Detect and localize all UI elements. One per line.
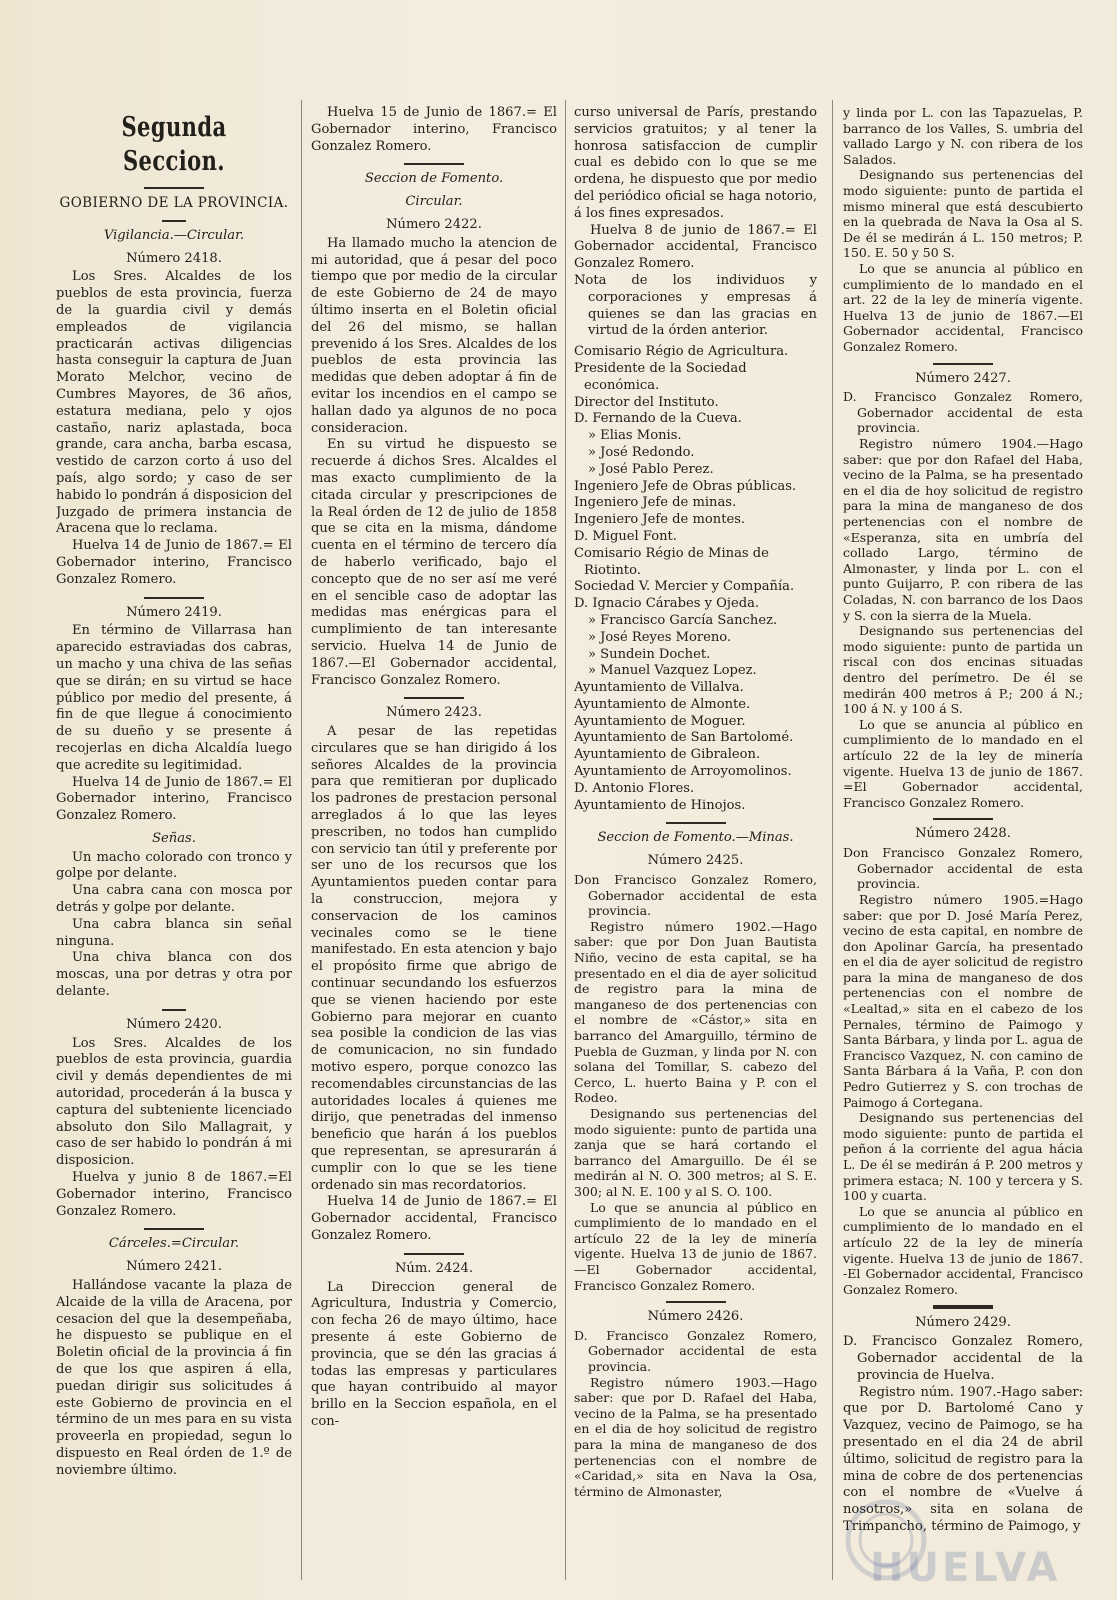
separator	[933, 363, 993, 365]
list-item: » Francisco García Sanchez.	[588, 612, 778, 628]
item-body: Lo que se anuncia al público en cumplimiento de lo mandado en el artículo 22 de la ley de minería vigente. Huelva 13 de junio de 1867. —El Gobernador accidental, Francisco Gonzalez Romero.	[574, 1199, 817, 1293]
archive-watermark-text: HUELVA	[870, 1545, 1061, 1591]
list-item: D. Fernando de la Cueva.	[574, 411, 742, 427]
list-item: » José Pablo Perez.	[588, 461, 714, 477]
item-head: Don Francisco Gonzalez Romero, Gobernador accidental de esta provincia.	[574, 872, 817, 919]
item-signature: Huelva 14 de Junio de 1867.= El Gobernador accidental, Francisco Gonzalez Romero.	[311, 1194, 557, 1243]
item-body: Designando sus pertenencias del modo siguiente: punto de partida una zanja que se hará cortando el barranco del Amarguillo. De él se medirán al N. O. 300 metros; al S. E. 300; al N. E. 100 y al S. O. 100.	[574, 1105, 817, 1199]
list-item: Ingeniero Jefe de montes.	[574, 512, 746, 528]
column-3	[574, 105, 817, 1590]
column-rule	[301, 100, 302, 1580]
list-item: » Elias Monis.	[588, 428, 682, 444]
separator	[404, 697, 464, 699]
item-body: Los Sres. Alcaldes de los pueblos de esta provincia, guardia civil y demás dependientes de mi autoridad, procederán á la busca y captura del subteniente licenciado absoluto don Silo Mallagrait, y caso de ser habido lo pondrán á mi disposicion.	[56, 1035, 292, 1169]
item-body: curso universal de París, prestando servicios gratuitos; y al tener la honrosa satisfaccion de cumplir cual es debido con lo que se me ordena, he dispuesto que por medio del periódico oficial se haga notorio, á los fines expresados.	[574, 105, 817, 221]
item-body: Lo que se anuncia al público en cumplimiento de lo mandado en el art. 22 de la ley de minería vigente. Huelva 13 de junio de 1867.—El Gobernador accidental, Francisco Gonzalez Romero.	[843, 260, 1083, 354]
separator	[144, 187, 204, 189]
item-number: Número 2425.	[647, 853, 744, 869]
list-item: Ayuntamiento de San Bartolomé.	[574, 730, 794, 746]
list-item: Sociedad V. Mercier y Compañía.	[574, 579, 795, 595]
sena-item: Un macho colorado con tronco y golpe por delante.	[56, 849, 292, 882]
gobierno-heading: GOBIERNO DE LA PROVINCIA.	[59, 195, 289, 211]
separator	[933, 818, 993, 820]
item-body: Hallándose vacante la plaza de Alcaide de la villa de Aracena, por cesacion del que la desempeñaba, he dispuesto se publique en el Boletin oficial de la provincia á fin de que los que aspiren á ella, puedan dirigir sus solicitudes á este Gobierno de provincia en el término de un mes para en su vista proveerla en propiedad, segun lo dispuesto en Real órden de 1.º de noviembre último.	[56, 1278, 292, 1478]
column-2	[311, 105, 557, 1590]
item-body: Registro número 1903.—Hago saber: que por D. Rafael del Haba, vecino de la Palma, se ha presentado en el dia de hoy solicitud de registro para la mina de manganeso de dos pertenencias con el nombre de «Caridad,» sita en Nava la Osa, término de Almonaster,	[574, 1374, 817, 1499]
fomento-heading: Seccion de Fomento.	[364, 171, 504, 187]
senas-heading: Señas.	[152, 830, 196, 846]
list-item: Ayuntamiento de Hinojos.	[574, 797, 746, 813]
subheading: Circular.	[405, 194, 463, 210]
list-item: Presidente de la Sociedad económica.	[574, 360, 747, 393]
list-item: Ingeniero Jefe de minas.	[574, 495, 737, 511]
separator	[162, 1009, 186, 1011]
item-body: Lo que se anuncia al público en cumplimiento de lo mandado en el artículo 22 de la ley de minería vigente. Huelva 13 de junio de 1867. -El Gobernador accidental, Francisco Gonzalez Romero.	[843, 1203, 1083, 1297]
item-signature: Huelva 8 de junio de 1867.= El Gobernador accidental, Francisco Gonzalez Romero.	[574, 222, 817, 272]
item-signature: Huelva 15 de Junio de 1867.= El Gobernador interino, Francisco Gonzalez Romero.	[311, 105, 557, 154]
item-head: D. Francisco Gonzalez Romero, Gobernador accidental de esta provincia.	[843, 389, 1083, 436]
list-item: Director del Instituto.	[574, 394, 719, 410]
separator	[162, 220, 186, 222]
item-number: Número 2428.	[915, 826, 1011, 842]
item-number: Número 2423.	[386, 705, 482, 721]
item-signature: Huelva y junio 8 de 1867.=El Gobernador interino, Francisco Gonzalez Romero.	[56, 1170, 292, 1219]
item-number: Número 2422.	[386, 216, 482, 232]
list-item: Ayuntamiento de Gibraleon.	[574, 747, 761, 763]
column-rule	[565, 100, 566, 1580]
list-item: Ayuntamiento de Almonte.	[574, 696, 751, 712]
separator	[933, 1305, 993, 1309]
item-number: Número 2421.	[126, 1259, 222, 1275]
item-signature: Huelva 14 de Junio de 1867.= El Gobernador interino, Francisco Gonzalez Romero.	[56, 774, 292, 824]
item-body: En término de Villarrasa han aparecido estraviadas dos cabras, un macho y una chiva de las señas que se dirán; en su virtud se hace público por medio del presente, á fin de que llegue á conocimiento de su dueño y se presente á recojerlas en dicha Alcaldía luego que acredite su legitimidad.	[56, 623, 292, 773]
item-body: Los Sres. Alcaldes de los pueblos de esta provincia, fuerza de la guardia civil y demás empleados de vigilancia practicarán activas diligencias hasta conseguir la captura de Juan Morato Melchor, vecino de Cumbres Mayores, de 36 años, estatura mediana, pelo y ojos castaño, nariz aplastada, boca grande, cara ancha, barba escasa, vestido de carzon corto á uso del país, algo sordo; y caso de ser habido lo pondrán á disposicion del Juzgado de primera instancia de Aracena que lo reclama.	[56, 269, 292, 537]
list-item: » Sundein Dochet.	[588, 646, 711, 662]
item-number: Número 2419.	[126, 604, 222, 620]
item-body: y linda por L. con las Tapazuelas, P. barranco de los Valles, S. umbria del vallado Largo y N. con ribera de los Salados.	[843, 105, 1083, 167]
separator	[144, 1228, 204, 1230]
item-number: Número 2427.	[915, 370, 1011, 386]
minas-heading: Seccion de Fomento.—Minas.	[597, 830, 794, 846]
list-item: Ingeniero Jefe de Obras públicas.	[574, 478, 797, 494]
list-item: D. Ignacio Cárabes y Ojeda.	[574, 596, 760, 612]
list-item: » Manuel Vazquez Lopez.	[588, 663, 757, 679]
gratitude-list	[574, 344, 817, 814]
item-body: Registro número 1905.=Hago saber: que por D. José María Perez, vecino de esta capital, en nombre de don Apolinar García, ha presentado en el dia de ayer solicitud de registro para la mina de manganeso de dos pertenencias con el nombre de «Lealtad,» sita en el cabezo de los Pernales, término de Paimogo y Santa Bárbara, y linda por L. agua de Francisco Vazquez, N. con camino de Santa Bárbara á la Vaña, P. con don Pedro Gutierrez y S. con trochas de Paimogo á Cortegana.	[843, 891, 1083, 1110]
item-body: Designando sus pertenencias del modo siguiente: punto de partida el peñon á la corriente del agua hácia L. De él se medirán á P. 200 metros y primera estaca; N. 100 y tercera y S. 100 y cuarta.	[843, 1110, 1083, 1204]
list-item: Comisario Régio de Minas de Riotinto.	[574, 545, 769, 578]
subheading: Cárceles.=Circular.	[108, 1236, 240, 1252]
column-1	[56, 105, 292, 1590]
item-number: Número 2426.	[647, 1309, 744, 1325]
list-item: Comisario Régio de Agricultura.	[574, 344, 789, 360]
item-body: Registro número 1904.—Hago saber: que por don Rafael del Haba, vecino de la Palma, se ha presentado en el dia de hoy solicitud de registro para la mina de manganeso de dos pertenencias con el nombre de «Esperanza, sita en umbría del collado Largo, término de Almonaster, y linda por L. con el punto Guijarro, P. con ribera de las Coladas, N. con barranco de los Daos y S. con la sierra de la Muela.	[843, 436, 1083, 623]
list-item: D. Miguel Font.	[574, 528, 677, 544]
sena-item: Una cabra cana con mosca por detrás y golpe por delante.	[56, 883, 292, 916]
list-item: Ayuntamiento de Arroyomolinos.	[574, 764, 792, 780]
list-item: » José Reyes Moreno.	[588, 629, 732, 645]
item-number: Número 2429.	[915, 1315, 1011, 1331]
separator	[404, 1253, 464, 1255]
list-item: Ayuntamiento de Villalva.	[574, 680, 744, 696]
item-body: Designando sus pertenencias del modo siguiente: punto de partida el mismo mineral que está descubierto en la quebrada de Nava la Osa al S. De él se medirán á L. 150 metros; P. 150. E. 50 y 50 S.	[843, 167, 1083, 261]
separator	[666, 1301, 726, 1303]
separator	[404, 163, 464, 165]
item-number: Número 2418.	[126, 250, 222, 266]
separator	[666, 822, 726, 824]
item-body: En su virtud he dispuesto se recuerde á dichos Sres. Alcaldes el mas exacto cumplimiento de la citada circular y prescripciones de la Real órden de 12 de julio de 1858 que se cita en la misma, dándome cuenta en el término de tercero día de haberlo verificado, bajo el concepto que de no ser así me veré en el sencible caso de adoptar las medidas mas enérgicas para el cumplimiento de tan interesante servicio. Huelva 14 de Junio de 1867.—El Gobernador accidental, Francisco Gonzalez Romero.	[311, 437, 557, 688]
item-number: Núm. 2424.	[394, 1260, 474, 1276]
item-signature: Huelva 14 de Junio de 1867.= El Gobernador interino, Francisco Gonzalez Romero.	[56, 538, 292, 587]
list-item: » José Redondo.	[588, 444, 695, 460]
list-item: Ayuntamiento de Moguer.	[574, 713, 746, 729]
item-body: Ha llamado mucho la atencion de mi autoridad, que á pesar del poco tiempo que por medio de la circular de este Gobierno de 24 de mayo último inserta en el Boletin oficial del 26 del mismo, se hallan prevenido á los Sres. Alcaldes de los pueblos de esta provincia las medidas que deben adoptar á fin de evitar los incendios en el campo se hallan dado ya algunos de no poca consideracion.	[311, 235, 557, 436]
item-body: Registro número 1902.—Hago saber: que por Don Juan Bautista Niño, vecino de esta capital, se ha presentado en el dia de ayer solicitud de registro para la mina de manganeso de dos pertenencias con el nombre de «Cástor,» sita en barranco del Amarguillo, término de Puebla de Guzman, y linda por N. con solana del Tomillar, S. cabezo del Cerco, L. huerto Baina y P. con el Rodeo.	[574, 918, 817, 1106]
nota-text: Nota de los individuos y corporaciones y empresas á quienes se dan las gracias en virtud de la órden anterior.	[574, 272, 817, 339]
item-head: D. Francisco Gonzalez Romero, Gobernador accidental de la provincia de Huelva.	[843, 1334, 1083, 1383]
item-number: Número 2420.	[126, 1016, 222, 1032]
list-item: D. Antonio Flores.	[574, 780, 695, 796]
column-rule	[832, 100, 833, 1580]
item-body: Lo que se anuncia al público en cumplimiento de lo mandado en el artículo 22 de la ley de minería vigente. Huelva 13 de junio de 1867. =El Gobernador accidental, Francisco Gonzalez Romero.	[843, 716, 1083, 810]
item-body: Designando sus pertenencias del modo siguiente: punto de partida un riscal con dos encinas situadas dentro del perímetro. De él se medirán 400 metros á P.; 200 á N.; 100 á N. y 100 á S.	[843, 623, 1083, 717]
item-head: D. Francisco Gonzalez Romero, Gobernador accidental de esta provincia.	[574, 1327, 817, 1375]
column-4	[843, 105, 1083, 1590]
item-body: La Direccion general de Agricultura, Industria y Comercio, con fecha 26 de mayo último, hace presente á este Gobierno de provincia, que se dén las gracias á todas las empresas y particulares que hayan contribuido al mayor brillo en la Seccion española, en el con-	[311, 1279, 557, 1429]
separator	[144, 597, 204, 599]
item-body: A pesar de las repetidas circulares que se han dirigido á los señores Alcaldes de la provincia para que remitieran por duplicado los padrones de prestacion personal arreglados á lo que las leyes prescriben, no todos han cumplido con servicio tan útil y preferente por ser uno de los recursos que los Ayuntamientos pueden contar para la construccion, mejora y conservacion de los caminos vecinales como se le tiene manifestado. En esta atencion y bajo el propósito firme que abrigo de continuar secundando los esfuerzos que se vienen haciendo por este Gobierno para mejorar en cuanto sea posible la condicion de las vias de comunicacion, no sin fundado motivo espero, porque conozco las recomendables circunstancias de las autoridades locales á quienes me dirijo, que penetradas del inmenso beneficio que harán á los pueblos que representan, se apresurarán á cumplir con lo que se les tiene ordenado sin mas recordatorios.	[311, 724, 557, 1193]
sena-item: Una chiva blanca con dos moscas, una por detras y otra por delante.	[56, 950, 292, 1000]
section-title: Segunda Seccion.	[121, 112, 227, 177]
subheading: Vigilancia.—Circular.	[103, 227, 245, 243]
sena-item: Una cabra blanca sin señal ninguna.	[56, 916, 292, 949]
item-body: Registro núm. 1907.-Hago saber: que por D. Bartolomé Cano y Vazquez, vecino de Paimogo, se ha presentado en el dia 24 de abril último, solicitud de registro para la mina de cobre de dos pertenencias con el nombre de «Vuelve á nosotros,» sita en solana de Trimpancho, término de Paimogo, y	[843, 1384, 1083, 1534]
item-head: Don Francisco Gonzalez Romero, Gobernador accidental de esta provincia.	[843, 845, 1083, 892]
